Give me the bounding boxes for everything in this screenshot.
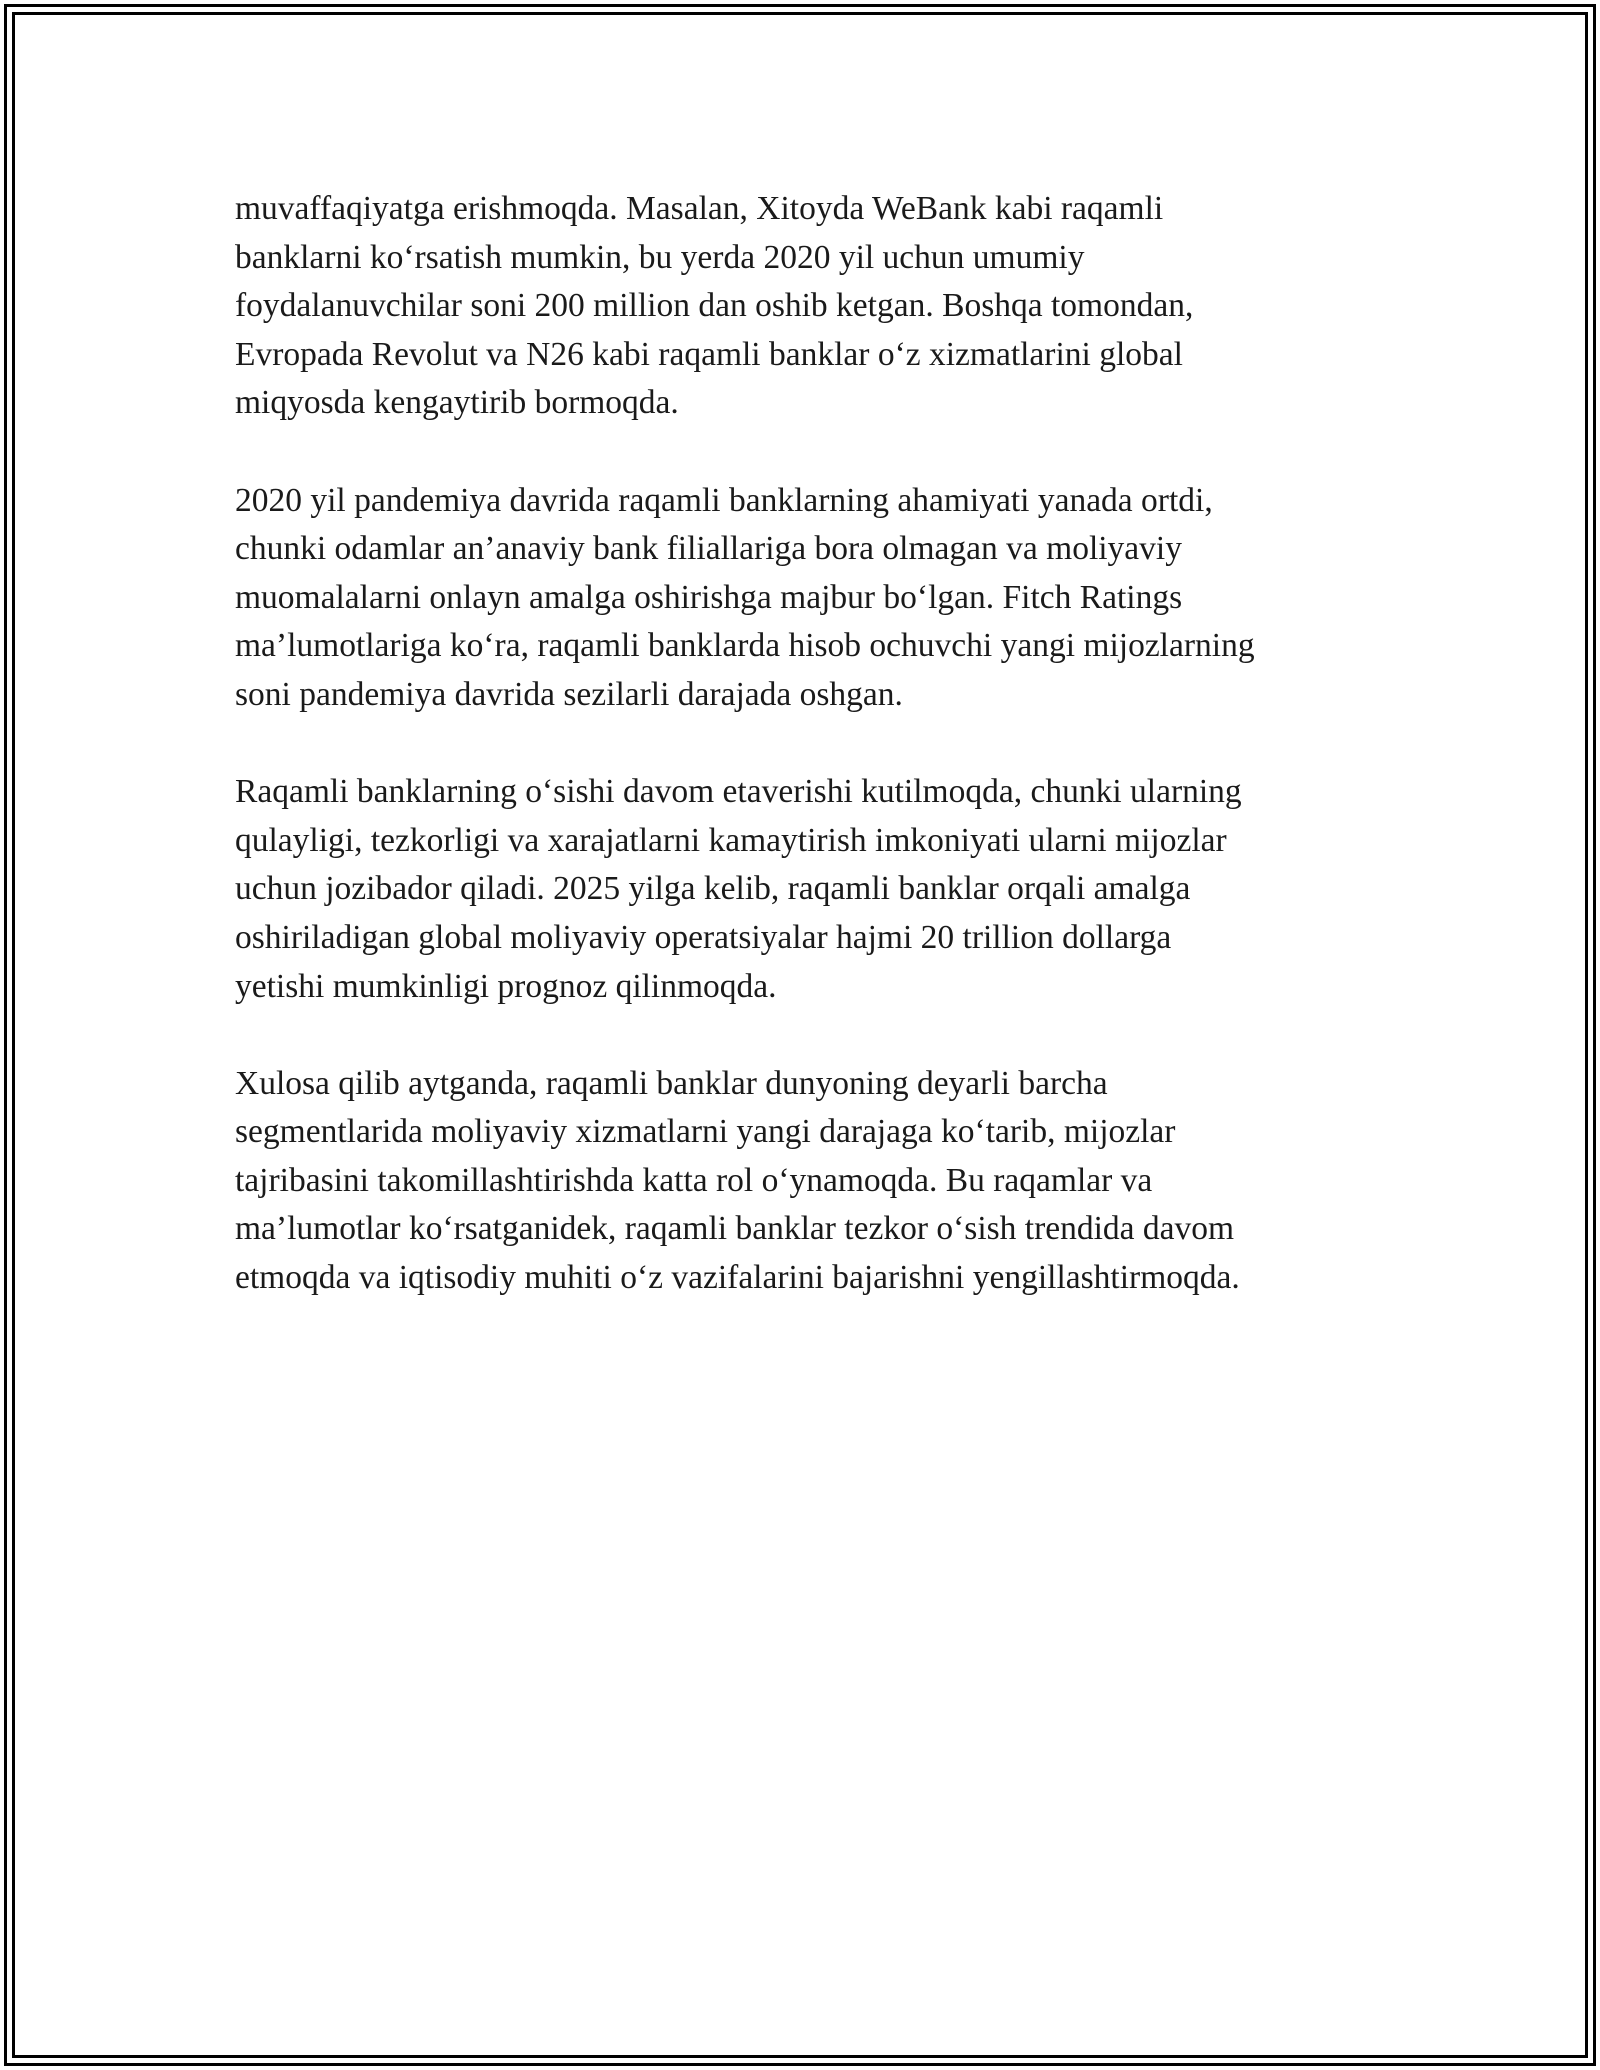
document-body [235,185,1375,1351]
paragraph-2: 2020 yil pandemiya davrida raqamli banklarning ahamiyati yanada ortdi, chunki odamlar an’anaviy bank filiallariga bora olmagan va moliyaviy muomalalarni onlayn amalga oshirishga majbur boʻlgan. Fitch Ratings ma’lumotlariga koʻra, raqamli banklarda hisob ochuvchi yangi mijozlarning soni pandemiya davrida sezilarli darajada oshgan. [235,481,1255,713]
paragraph-1: muvaffaqiyatga erishmoqda. Masalan, Xitoyda WeBank kabi raqamli banklarni koʻrsatish mumkin, bu yerda 2020 yil uchun umumiy foydalanuvchilar soni 200 million dan oshib ketgan. Boshqa tomondan, Evropada Revolut va N26 kabi raqamli banklar oʻz xizmatlarini global miqyosda kengaytirib bormoqda. [235,190,1194,422]
paragraph-3: Raqamli banklarning oʻsishi davom etaverishi kutilmoqda, chunki ularning qulayligi, tezkorligi va xarajatlarni kamaytirish imkoniyati ularni mijozlar uchun jozibador qiladi. 2025 yilga kelib, raqamli banklar orqali amalga oshiriladigan global moliyaviy operatsiyalar hajmi 20 trillion dollarga yetishi mumkinligi prognoz qilinmoqda. [235,773,1242,1005]
paragraph-4: Xulosa qilib aytganda, raqamli banklar dunyoning deyarli barcha segmentlarida moliyaviy xizmatlarni yangi darajaga koʻtarib, mijozlar tajribasini takomillashtirishda katta rol oʻynamoqda. Bu raqamlar va ma’lumotlar koʻrsatganidek, raqamli banklar tezkor oʻsish trendida davom etmoqda va iqtisodiy muhiti oʻz vazifalarini bajarishni yengillashtirmoqda. [235,1064,1240,1297]
